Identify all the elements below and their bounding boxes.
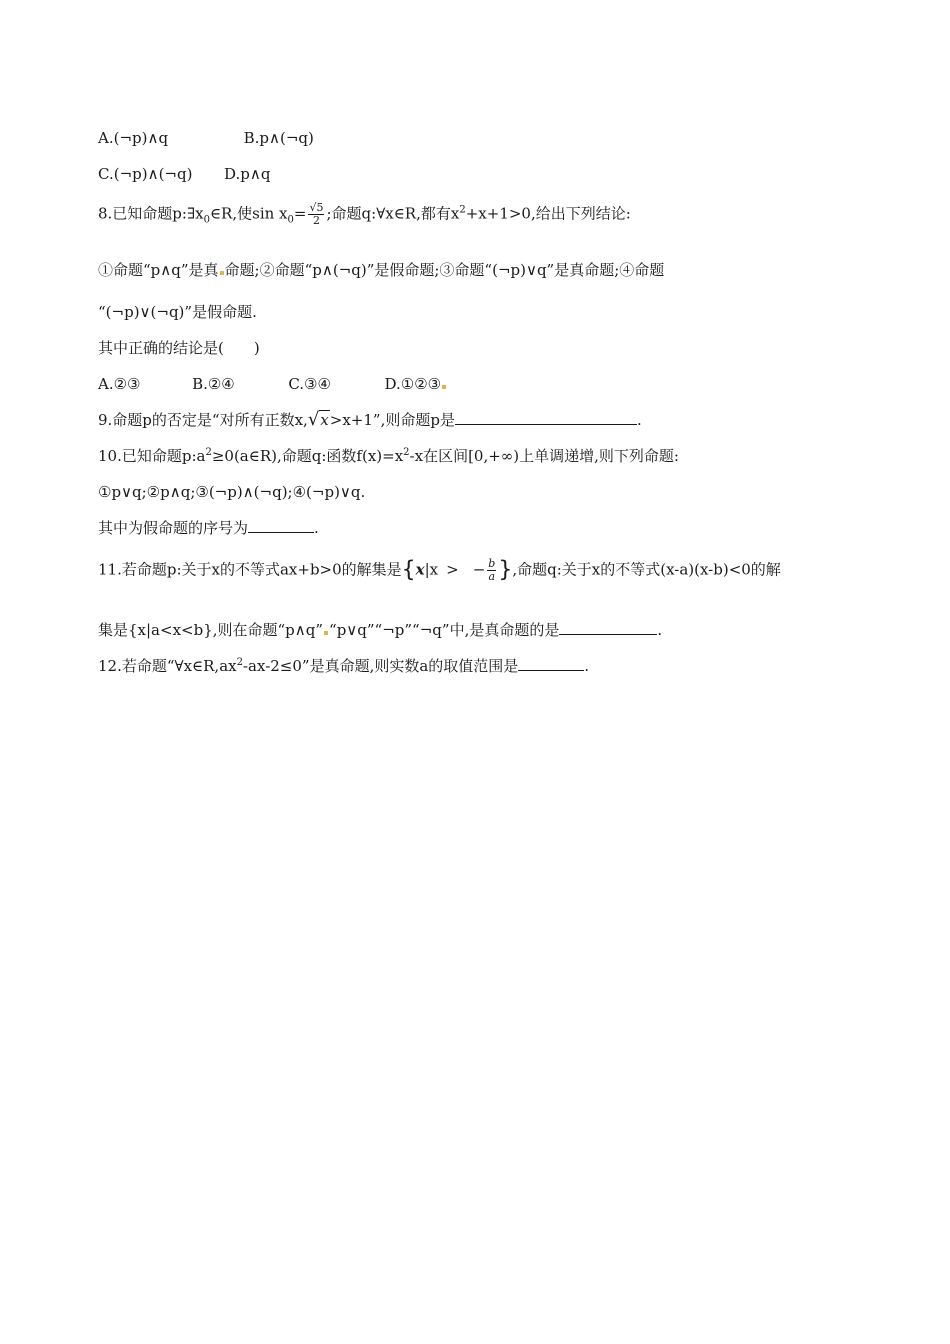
- q10-lead: 10.已知命题p:a: [98, 447, 206, 465]
- q11-set-gt: >: [446, 560, 459, 579]
- q11-line2: [98, 620, 662, 640]
- q8-statements-line-1: [98, 260, 664, 280]
- q11-tail: ,命题q:关于x的不等式(x-a)(x-b)<0的解: [512, 560, 781, 579]
- q11-frac-num: b: [488, 557, 496, 570]
- q9-radicand: x: [320, 411, 329, 429]
- q12-end: .: [584, 657, 590, 675]
- q10-stem: [98, 446, 679, 466]
- q9: [98, 410, 642, 430]
- q11-end: .: [657, 621, 663, 639]
- q10-sup: 2: [205, 447, 212, 458]
- q8-option-d: D.①②③: [384, 375, 442, 393]
- q10-sup-b: 2: [403, 447, 410, 458]
- q11-set-neg: −: [472, 560, 486, 579]
- q10-answer-blank[interactable]: [248, 518, 314, 533]
- q8-sup: 2: [459, 204, 466, 216]
- q9-end: .: [636, 411, 642, 429]
- q9-tail: >x+1”,则命题p是: [329, 411, 455, 429]
- q11-line2-a: 集是{x|a<x<b},则在命题“p∧q”: [98, 621, 324, 639]
- q11-line2-b: “p∨q”“¬p”“¬q”中,是真命题的是: [329, 621, 560, 639]
- q8-options: [98, 374, 447, 394]
- q8-mid: ;命题q:∀x∈R,都有x: [326, 204, 460, 223]
- q10-mid: ≥0(a∈R),命题q:函数f(x)=x: [211, 447, 404, 465]
- q11-lead: 11.若命题p:关于x的不等式ax+b>0的解集是: [98, 560, 402, 579]
- sqrt-icon: √: [307, 409, 320, 430]
- q11-set-var: x: [415, 560, 425, 579]
- q11-answer-blank[interactable]: [559, 620, 657, 635]
- q10-tail: -x在区间[0,+∞)上单调递增,则下列命题:: [409, 447, 679, 465]
- q10-line3: 其中为假命题的序号为: [98, 519, 249, 537]
- q8-line3: “(¬p)∨(¬q)”是假命题.: [98, 303, 257, 321]
- q10-question: [98, 518, 319, 538]
- scan-mark: [220, 271, 224, 275]
- right-brace-icon: }: [498, 557, 513, 583]
- q8-prompt-text: 其中正确的结论是( ): [98, 339, 260, 357]
- q8-frac-den: 2: [312, 214, 320, 227]
- q10-end: .: [314, 519, 319, 537]
- q7-option-c: C.(¬p)∧(¬q): [98, 165, 193, 183]
- q11-set-bar: |x: [424, 560, 439, 579]
- q12-sup: 2: [236, 657, 243, 668]
- q8-sub-b: 0: [287, 214, 294, 226]
- q8-sub: 0: [203, 214, 210, 226]
- q7-option-a: A.(¬p)∧q: [98, 129, 169, 147]
- scan-mark: [324, 631, 328, 635]
- q12-tail: -ax-2≤0”是真命题,则实数a的取值范围是: [242, 657, 519, 675]
- q8-lead: 8.已知命题p:∃x: [98, 204, 204, 223]
- q8-stem: [98, 202, 631, 227]
- q11-fraction: [487, 558, 496, 583]
- q8-statements-line-2: [98, 302, 257, 322]
- q8-line2-b: 命题;②命题“p∧(¬q)”是假命题;③命题“(¬p)∨q”是真命题;④命题: [224, 261, 665, 279]
- q12-answer-blank[interactable]: [518, 656, 584, 671]
- q8-frac-num: √5: [309, 201, 324, 214]
- q11-stem: [98, 558, 781, 583]
- q10-propositions: [98, 482, 365, 502]
- q10-line2: ①p∨q;②p∧q;③(¬p)∧(¬q);④(¬p)∨q.: [98, 483, 366, 501]
- q12: [98, 656, 589, 676]
- q9-answer-blank[interactable]: [455, 410, 637, 425]
- q8-prompt: [98, 338, 260, 358]
- q7-option-b: B.p∧(¬q): [243, 129, 314, 147]
- q7-option-d: D.p∧q: [224, 165, 271, 183]
- left-brace-icon: {: [401, 557, 416, 583]
- q8-option-a: A.②③: [98, 375, 141, 393]
- scan-mark: [442, 385, 446, 389]
- q8-eq: =: [293, 204, 307, 223]
- q11-frac-den: a: [488, 570, 496, 583]
- q7-options-row-2: [98, 164, 270, 184]
- q8-fraction: [308, 202, 324, 227]
- q8-in-r: ∈R,使sin x: [209, 204, 288, 223]
- q8-option-b: B.②④: [192, 375, 235, 393]
- q12-lead: 12.若命题“∀x∈R,ax: [98, 657, 237, 675]
- q8-tail: +x+1>0,给出下列结论:: [465, 204, 631, 223]
- q8-option-c: C.③④: [288, 375, 331, 393]
- q9-lead: 9.命题p的否定是“对所有正数x,: [98, 411, 308, 429]
- q8-line2-a: ①命题“p∧q”是真: [98, 261, 219, 279]
- q7-options-row-1: [98, 128, 314, 148]
